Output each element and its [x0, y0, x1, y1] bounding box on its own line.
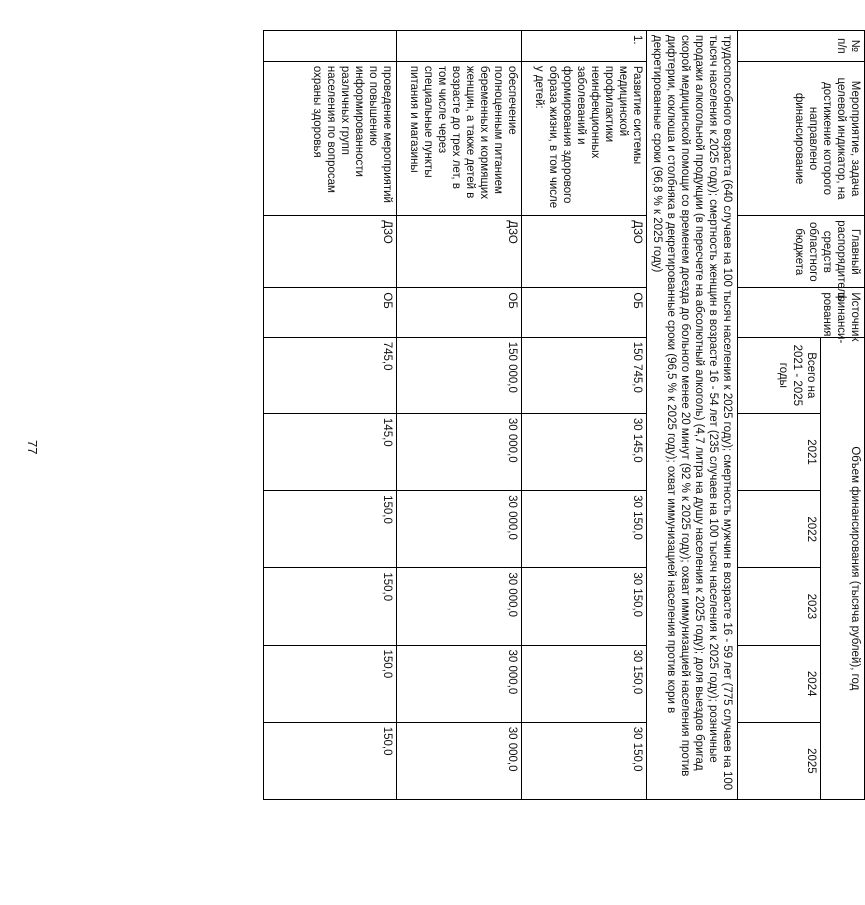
table-row: [263, 31, 396, 800]
source-cell: ОБ: [396, 288, 521, 337]
page-number: 77: [25, 440, 40, 455]
row-number: 1.: [521, 31, 646, 62]
header-source: Источник финанси-рования: [738, 288, 865, 337]
table-row: [521, 31, 646, 800]
year-cell: 30 000,0: [396, 568, 521, 645]
header-year: 2021: [738, 413, 821, 490]
year-cell: 30 000,0: [396, 491, 521, 568]
year-cell: 30 145,0: [521, 413, 646, 490]
indicator-note: трудоспособного возраста (640 случаев на 100 тысяч населения к 2025 году); смертность мужчин в возрасте 16 - 59 лет (775 случаев на 100 тысяч населения к 2025 году); смертность женщин в возрасте 16 - 54 лет (235 случаев на 100 тысяч населения к 2025 году); розничные продажи алкогольной продукции (в пересчете на абсолютный алкоголь) (4,7 литра на душу населения к 2025 году); доля выездов бригад скорой медицинской помощи со временем доезда до больного менее 20 минут (92 % к 2025 году); охват иммунизацией населения против дифтерии, коклюша и столбняка в декретированные сроки (96,5 % к 2025 году); охват иммунизацией населения против кори в декретированные сроки (96,8 % к 2025 году): [646, 31, 737, 800]
year-cell: 30 000,0: [396, 722, 521, 799]
year-cell: 30 000,0: [396, 413, 521, 490]
source-cell: ОБ: [521, 288, 646, 337]
year-cell: 150,0: [263, 568, 396, 645]
year-cell: 30 150,0: [521, 568, 646, 645]
header-measure: Мероприятие, задача целевой индикатор, на достижение которого направлено финансирование: [738, 61, 865, 215]
row-number: [263, 31, 396, 62]
table-row: [396, 31, 521, 800]
header-no: № п/п: [738, 31, 865, 62]
header-year: 2024: [738, 645, 821, 722]
measure-name: обеспечение полноценным питанием беременных и кормящих женщин, а также детей в возрасте до трех лет, в том числе через специальные пункты питания и магазины: [396, 61, 521, 215]
row-number: [396, 31, 521, 62]
measure-name: Развитие системы медицинской профилактики неинфекционных заболеваний и формирования здорового образа жизни, в том числе у детей:: [521, 61, 646, 215]
year-cell: 150,0: [263, 645, 396, 722]
funding-table: [263, 30, 865, 800]
measure-name: проведение мероприятий по повышению информированности различных групп населения по вопросам охраны здоровья: [263, 61, 396, 215]
manager-cell: ДЗО: [396, 216, 521, 288]
header-total: Всего на 2021 - 2025 годы: [738, 337, 821, 413]
manager-cell: ДЗО: [263, 216, 396, 288]
rotated-table-container: [95, 30, 865, 860]
total-cell: 150 000,0: [396, 337, 521, 413]
year-cell: 30 150,0: [521, 491, 646, 568]
header-year: 2022: [738, 491, 821, 568]
year-cell: 30 150,0: [521, 645, 646, 722]
total-cell: 150 745,0: [521, 337, 646, 413]
header-year: 2023: [738, 568, 821, 645]
year-cell: 150,0: [263, 722, 396, 799]
source-cell: ОБ: [263, 288, 396, 337]
manager-cell: ДЗО: [521, 216, 646, 288]
total-cell: 745,0: [263, 337, 396, 413]
header-manager: Главный распорядитель средств областного бюджета: [738, 216, 865, 288]
year-cell: 30 150,0: [521, 722, 646, 799]
header-funding: Объем финансирования (тысяча рублей), год: [821, 337, 865, 799]
header-year: 2025: [738, 722, 821, 799]
year-cell: 145,0: [263, 413, 396, 490]
year-cell: 150,0: [263, 491, 396, 568]
year-cell: 30 000,0: [396, 645, 521, 722]
